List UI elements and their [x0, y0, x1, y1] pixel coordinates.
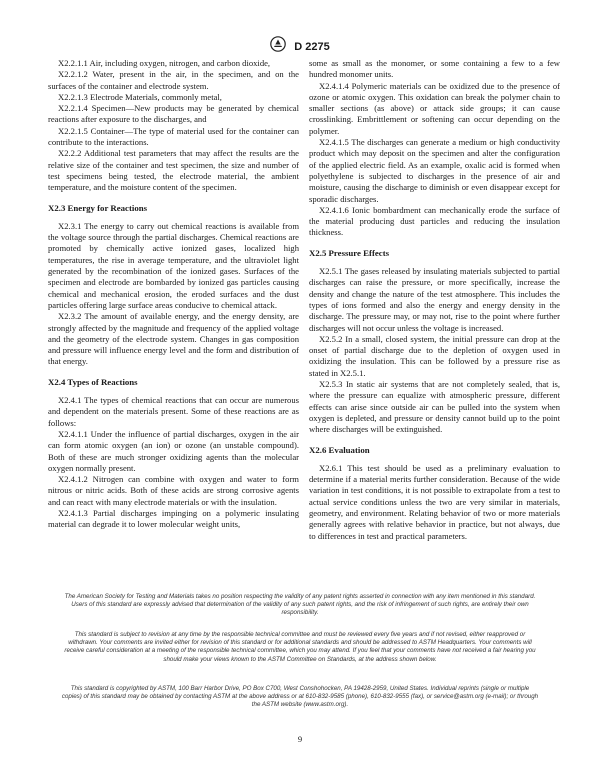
footer-copyright-notice: This standard is copyrighted by ASTM, 100 Barr Harbor Drive, PO Box C700, West Conshohocken, PA 19428-2959, United States. Individual reprints (single or multiple copies) of this standard may be obtained by contacting ASTM at the above address or at 610-832-9585 (phone), 610-832-9555 (fax), or service@astm.org (e-mail); or through the ASTM website (www.astm.org). — [61, 685, 539, 709]
footer-patent-notice: The American Society for Testing and Materials takes no position respecting the validity of any patent rights asserted in connection with any item mentioned in this standard. Users of this standard are expressly advised that determination of the validity of any such patent rights, and the risk of infringement of such rights, are entirely their own responsibility. — [64, 593, 536, 617]
right-column — [309, 58, 560, 542]
section-heading: X2.6 Evaluation — [309, 444, 370, 455]
paragraph: X2.4.1.5 The discharges can generate a medium or high conductivity product which may deposit on the specimen and alter the configuration of the applied electric field. As an example, oxalic acid is formed when polyethylene is subjected to discharges in the presence of air and moisture, causing the discharge to diminish or even disappear except for sporadic discharges. — [309, 137, 560, 204]
paragraph: X2.2.1.1 Air, including oxygen, nitrogen, and carbon dioxide, — [58, 58, 271, 68]
paragraph: some as small as the monomer, or some containing a few to a few hundred monomer units. — [309, 58, 560, 80]
paragraph: X2.3.2 The amount of available energy, and the energy density, are strongly affected by the magnitude and frequency of the applied voltage and the geometry of the electrode system. Changes in gas composition and pressure will influence energy level and the form and distribution of that energy. — [48, 311, 299, 367]
paragraph: X2.4.1.3 Partial discharges impinging on a polymeric insulating material can degrade it to lower molecular weight units, — [48, 507, 299, 530]
page-header — [0, 36, 600, 57]
section-heading: X2.3 Energy for Reactions — [48, 202, 148, 213]
paragraph: X2.2.1.3 Electrode Materials, commonly metal, — [58, 91, 222, 102]
paragraph: X2.4.1.4 Polymeric materials can be oxidized due to the presence of ozone or atomic oxygen. This oxidation can break the polymer chain to smaller sections (as above) or attack side groups; it can cause crosslinking. Embrittlement or softening can occur depending on the polymer. — [309, 80, 560, 136]
paragraph: X2.2.1.2 Water, present in the air, in the specimen, and on the surfaces of the container and electrode system. — [48, 69, 299, 91]
paragraph: X2.5.1 The gases released by insulating materials subjected to partial discharges can raise the pressure, or more specifically, increase the density and change the nature of the test atmosphere. This includes the types of ions formed and also the energy and energy density in the discharge. The pressure may, or may not, rise to the point where further discharges will not occur unless the voltage is increased. — [309, 266, 560, 333]
paragraph: X2.2.1.4 Specimen—New products may be generated by chemical reactions after exposure to the discharges, and — [48, 103, 299, 125]
paragraph: X2.4.1.6 Ionic bombardment can mechanically erode the surface of the material producing dust particles and reducing the insulation thickness. — [309, 204, 560, 238]
standard-designation: D 2275 — [294, 40, 330, 53]
paragraph: X2.5.3 In static air systems that are not completely sealed, that is, where the pressure can equalize with atmospheric pressure, different effects can arise since outside air can be pulled into the system when oxygen is depleted, and pressure or density cannot build up to the point where discharges will be extinguished. — [309, 379, 560, 435]
paragraph: X2.2.1.5 Container—The type of material used for the container can contribute to the interactions. — [48, 125, 299, 148]
section-heading: X2.4 Types of Reactions — [48, 376, 138, 387]
paragraph: X2.4.1.2 Nitrogen can combine with oxygen and water to form nitrous or nitric acids. Both of these acids are strong corrosive agents and can react with many electrode materials or with the insulation. — [48, 474, 299, 507]
paragraph: X2.4.1.1 Under the influence of partial discharges, oxygen in the air can form atomic oxygen (an ion) or ozone (an unstable compound). Both of these are much stronger oxidizing agents than the molecular oxygen normally present. — [48, 428, 299, 473]
paragraph: X2.2.2 Additional test parameters that may affect the results are the relative size of the container and test specimen, the size and number of test specimens being tested, the electrode material, the ambient temperature, and the moisture content of the specimen. — [48, 148, 299, 193]
paragraph: X2.4.1 The types of chemical reactions that can occur are numerous and dependent on the materials present. Some of these reactions are as follows: — [48, 395, 299, 428]
footer-revision-notice: This standard is subject to revision at any time by the responsible technical committee and must be reviewed every five years and if not revised, either reapproved or withdrawn. Your comments are invited either for revision of this standard or for additional standards and should be addressed to ASTM Headquarters. Your comments will receive careful consideration at a meeting of the responsible technical committee, which you may attend. If you feel that your comments have not received a fair hearing you should make your views known to the ASTM Committee on Standards, at the address shown below. — [64, 631, 536, 663]
paragraph: X2.5.2 In a small, closed system, the initial pressure can drop at the onset of partial discharge due to the depletion of oxygen used in oxidizing the insulation. This can be followed by a pressure rise as stated in X2.5.1. — [309, 333, 560, 378]
page-number: 9 — [297, 734, 303, 744]
paragraph: X2.6.1 This test should be used as a preliminary evaluation to determine if a material merits further consideration. Because of the wide variation in test conditions, it is not possible to extrapolate from a test to actual service conditions unless the two are very similar in materials, geometry, and environment. Relating behavior of two or more materials generally agrees with relative behavior in practice, but not always, due to differences in test and practical parameters. — [309, 462, 560, 541]
left-column — [48, 58, 299, 531]
paragraph: X2.3.1 The energy to carry out chemical reactions is available from the voltage source through the partial discharges. Chemical reactions are promoted by chemically active ionized gases, localized high temperatures, the rise in average temperature, and the ultraviolet light generated by the recombination of the ionized gases. Surfaces of the specimen and electrode are bombarded by ionized gas particles causing chemical and mechanical erosion, the eroded surfaces and the dust particles offering large surface areas conducive to chemical attack. — [48, 220, 299, 310]
section-heading: X2.5 Pressure Effects — [309, 247, 390, 258]
astm-logo-icon — [270, 36, 286, 57]
